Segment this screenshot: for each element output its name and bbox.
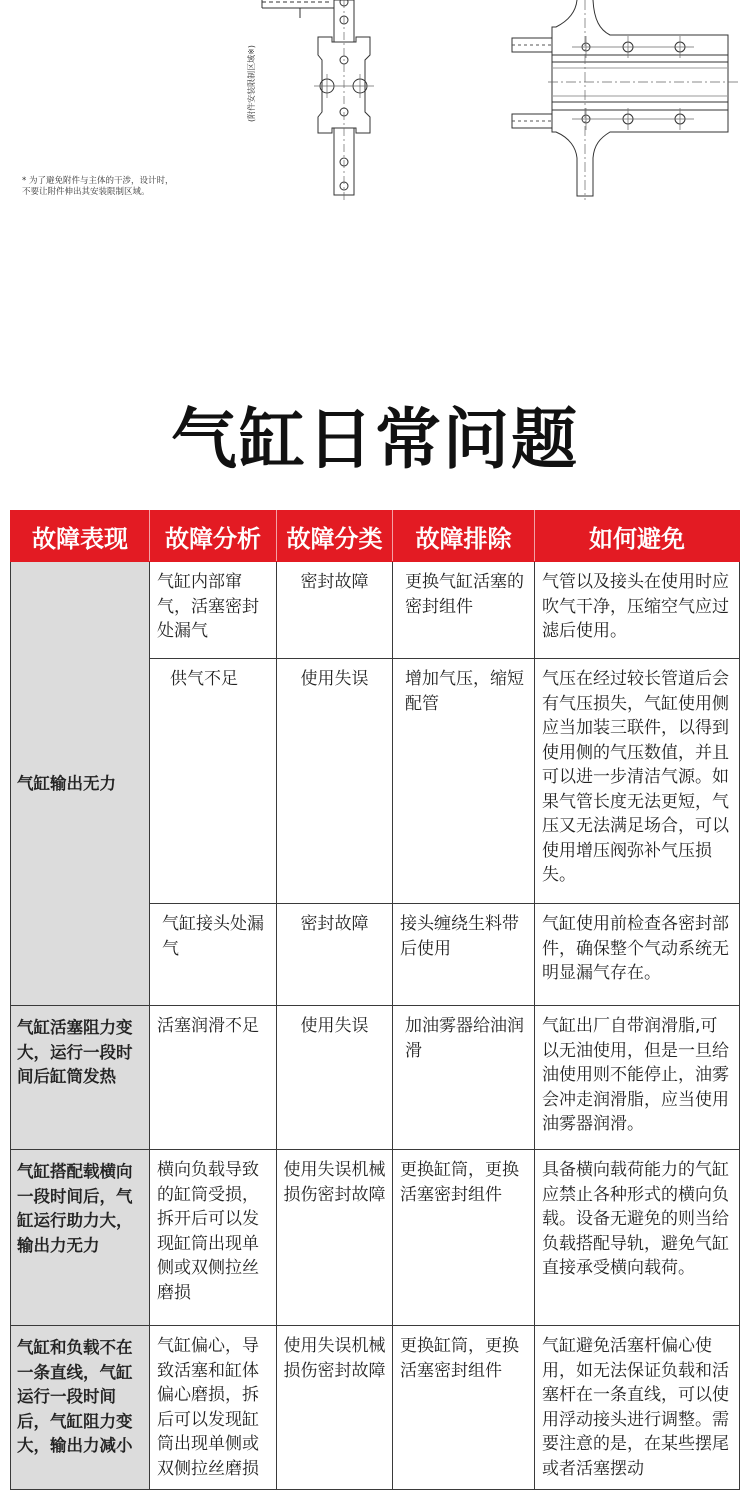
category-cell: 密封故障 — [277, 904, 393, 1006]
symptom-cell: 气缸和负载不在一条直线，气缸运行一段时间后，气缸阻力变大，输出力减小 — [11, 1326, 150, 1490]
mounting-limit-label: (附件安装限制区域※) — [247, 45, 256, 122]
fix-cell: 加油雾器给油润滑 — [393, 1006, 535, 1150]
fault-table — [10, 510, 740, 1490]
header-avoid: 如何避免 — [535, 511, 740, 562]
table-header-row — [11, 511, 740, 562]
drawing-note — [22, 176, 173, 198]
technical-drawing — [0, 0, 750, 230]
fix-cell: 接头缠绕生料带后使用 — [393, 904, 535, 1006]
avoid-cell: 具备横向载荷能力的气缸应禁止各种形式的横向负载。设备无避免的则当给负载搭配导轨，避免气缸直接承受横向载荷。 — [535, 1150, 740, 1326]
table-row — [11, 1150, 740, 1326]
fix-cell: 增加气压，缩短配管 — [393, 659, 535, 904]
analysis-cell: 供气不足 — [150, 659, 277, 904]
category-cell: 密封故障 — [277, 562, 393, 659]
avoid-cell: 气缸使用前检查各密封部件，确保整个气动系统无明显漏气存在。 — [535, 904, 740, 1006]
analysis-cell: 气缸内部窜气，活塞密封处漏气 — [150, 562, 277, 659]
header-category: 故障分类 — [277, 511, 393, 562]
header-analysis: 故障分析 — [150, 511, 277, 562]
header-fix: 故障排除 — [393, 511, 535, 562]
drawing-note-line-1: * 为了避免附件与主体的干涉，设计时， — [22, 176, 174, 186]
category-cell: 使用失误 — [277, 1006, 393, 1150]
analysis-cell: 气缸接头处漏气 — [150, 904, 277, 1006]
header-symptom: 故障表现 — [11, 511, 150, 562]
table-row — [11, 1006, 740, 1150]
fix-cell: 更换缸筒，更换活塞密封组件 — [393, 1150, 535, 1326]
avoid-cell: 气压在经过较长管道后会有气压损失，气缸使用侧应当加装三联件，以得到使用侧的气压数值，并且可以进一步清洁气源。如果气管长度无法更短，气压又无法满足场合，可以使用增压阀弥补气压损失。 — [535, 659, 740, 904]
symptom-cell: 气缸输出无力 — [11, 562, 150, 1006]
page-title: 气缸日常问题 — [171, 401, 579, 478]
fix-cell: 更换缸筒，更换活塞密封组件 — [393, 1326, 535, 1490]
avoid-cell: 气管以及接头在使用时应吹气干净，压缩空气应过滤后使用。 — [535, 562, 740, 659]
fix-cell: 更换气缸活塞的密封组件 — [393, 562, 535, 659]
analysis-cell: 横向负载导致的缸筒受损，拆开后可以发现缸筒出现单侧或双侧拉丝磨损 — [150, 1150, 277, 1326]
drawing-note-line-2: 不要让附件伸出其安装限制区域。 — [22, 187, 150, 197]
analysis-cell: 活塞润滑不足 — [150, 1006, 277, 1150]
avoid-cell: 气缸避免活塞杆偏心使用，如无法保证负载和活塞杆在一条直线，可以使用浮动接头进行调整。需要注意的是，在某些摆尾或者活塞摆动 — [535, 1326, 740, 1490]
table-row — [11, 1326, 740, 1490]
category-cell: 使用失误机械损伤密封故障 — [277, 1150, 393, 1326]
category-cell: 使用失误机械损伤密封故障 — [277, 1326, 393, 1490]
table-row — [11, 562, 740, 659]
category-cell: 使用失误 — [277, 659, 393, 904]
avoid-cell: 气缸出厂自带润滑脂,可以无油使用，但是一旦给油使用则不能停止，油雾会冲走润滑脂，应当使用油雾器润滑。 — [535, 1006, 740, 1150]
analysis-cell: 气缸偏心，导致活塞和缸体偏心磨损，拆后可以发现缸筒出现单侧或双侧拉丝磨损 — [150, 1326, 277, 1490]
symptom-cell: 气缸搭配载横向一段时间后，气缸运行助力大，输出力无力 — [11, 1150, 150, 1326]
symptom-cell: 气缸活塞阻力变大，运行一段时间后缸筒发热 — [11, 1006, 150, 1150]
